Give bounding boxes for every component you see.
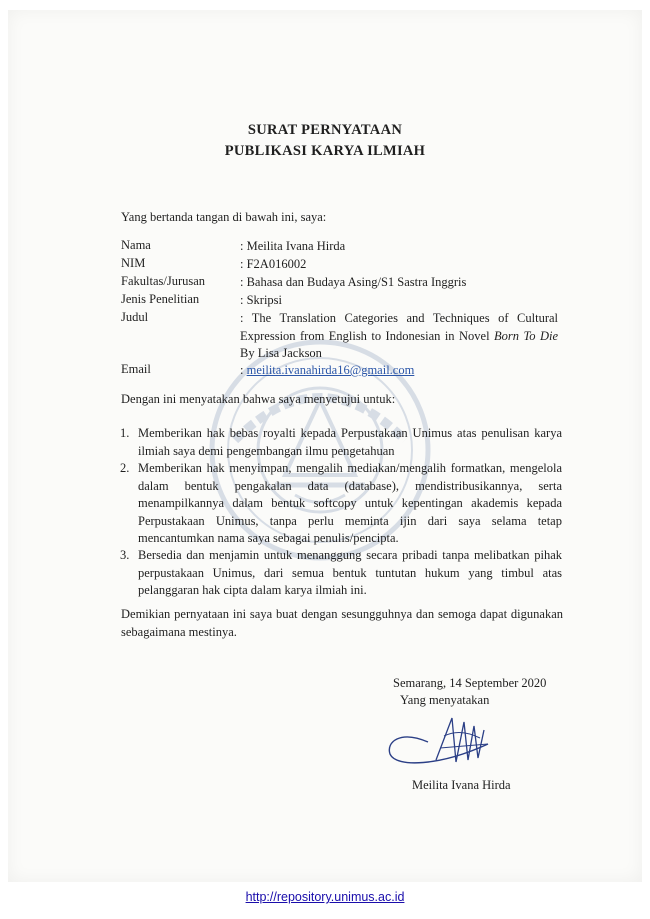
- field-value-nim: : F2A016002: [240, 257, 307, 271]
- intro-text: Yang bertanda tangan di bawah ini, saya:: [121, 210, 327, 224]
- list-text: Memberikan hak bebas royalti kepada Perpustakaan Unimus atas penulisan karya ilmiah saya demi pengembangan ilmu pengetahuan: [138, 426, 562, 458]
- statement-text: Dengan ini menyatakan bahwa saya menyetujui untuk:: [121, 392, 396, 406]
- list-item: [120, 425, 562, 460]
- field-value-nama: : Meilita Ivana Hirda: [240, 239, 346, 253]
- email-link[interactable]: meilita.ivanahirda16@gmail.com: [246, 363, 415, 377]
- field-label-judul: Judul: [121, 310, 149, 324]
- list-number: 2.: [120, 461, 130, 475]
- document-title: SURAT PERNYATAAN: [247, 122, 403, 138]
- list-number: 3.: [120, 548, 130, 562]
- email-colon: :: [240, 363, 247, 377]
- field-value-judul: [240, 310, 558, 363]
- judul-author: By Lisa Jackson: [240, 346, 322, 360]
- field-value-fakultas: : Bahasa dan Budaya Asing/S1 Sastra Inggris: [240, 275, 467, 289]
- signer-role: Yang menyatakan: [400, 693, 490, 707]
- closing-text: Demikian pernyataan ini saya buat dengan sesungguhnya dan semoga dapat digunakan sebagaimana mestinya.: [121, 607, 563, 639]
- place-date: Semarang, 14 September 2020: [393, 676, 547, 690]
- field-label-jenis: Jenis Penelitian: [121, 292, 200, 306]
- field-label-nim: NIM: [121, 256, 146, 270]
- document-subtitle: PUBLIKASI KARYA ILMIAH: [224, 143, 426, 159]
- list-item: [120, 547, 562, 600]
- field-label-fakultas: Fakultas/Jurusan: [121, 274, 206, 288]
- list-item: [120, 460, 562, 548]
- field-value-jenis: : Skripsi: [240, 293, 283, 307]
- judul-text: : The Translation Categories and Techniques of Cultural Expression from English to Indonesian in Novel: [240, 311, 558, 343]
- handwritten-signature: [380, 708, 500, 774]
- field-value-email: [240, 362, 558, 380]
- judul-novel-title: Born To Die: [494, 328, 558, 343]
- list-text: Bersedia dan menjamin untuk menanggung secara pribadi tanpa melibatkan pihak perpustakaan Unimus, dari semua bentuk tuntutan hukum yang timbul atas pelanggaran hak cipta dalam karya ilmiah ini.: [138, 548, 562, 597]
- signer-name: Meilita Ivana Hirda: [412, 778, 511, 792]
- list-text: Memberikan hak menyimpan, mengalih mediakan/mengalih formatkan, mengelola dalam bentuk pengakalan data (database), mendistribusikannya, serta menampilkannya dalam bentuk softcopy untuk kepentingan akademis kepada Perpustakaan Unimus, tanpa perlu meminta ijin dari saya selama tetap mencantumkan nama saya sebagai penulis/pencipta.: [138, 461, 562, 545]
- list-number: 1.: [120, 426, 130, 440]
- field-label-nama: Nama: [121, 238, 151, 252]
- repository-link[interactable]: http://repository.unimus.ac.id: [245, 890, 405, 904]
- field-label-email: Email: [121, 362, 151, 376]
